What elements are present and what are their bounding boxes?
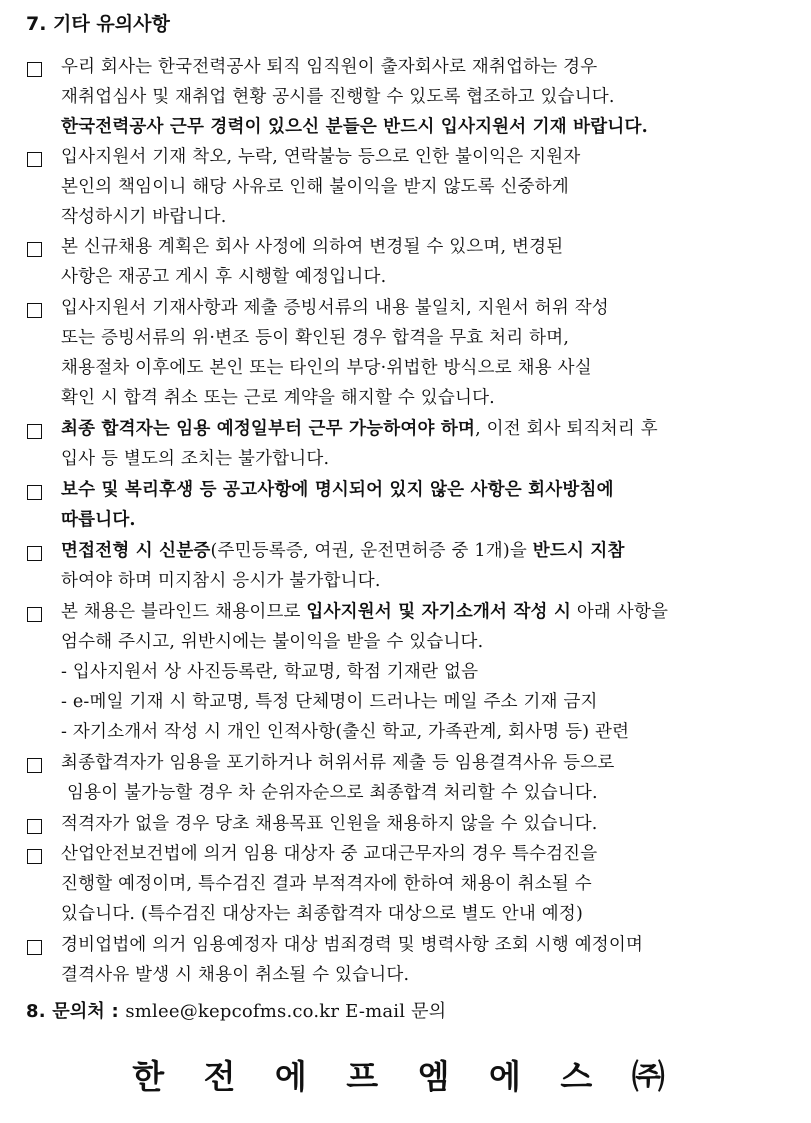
item7-line1	[61, 539, 625, 563]
company-name: 한 전 에 프 엠 에 스 ㈜	[132, 1057, 679, 1096]
item5-bold: 최종 합격자는 임용 예정일부터 근무 가능하여야 하며	[61, 419, 476, 439]
section-7-title: 7. 기타 유의사항	[26, 13, 170, 35]
item7-line2: 하여야 하며 미지참시 응시가 불가합니다.	[61, 571, 381, 591]
checkbox-icon	[27, 152, 42, 167]
item5-line2: 입사 등 별도의 조치는 불가합니다.	[61, 449, 330, 469]
checkbox-icon	[27, 424, 42, 439]
item1-line2: 재취업심사 및 재취업 현황 공시를 진행할 수 있도록 협조하고 있습니다.	[61, 87, 615, 107]
item8-pre: 본 채용은 블라인드 채용이므로	[61, 602, 307, 622]
item5-rest: , 이전 회사 퇴직처리 후	[475, 419, 658, 439]
item9-line2: 임용이 불가능할 경우 차 순위자순으로 최종합격 처리할 수 있습니다.	[67, 783, 598, 803]
item9-line1: 최종합격자가 임용을 포기하거나 허위서류 제출 등 임용결격사유 등으로	[61, 753, 615, 773]
item6-line1: 보수 및 복리후생 등 공고사항에 명시되어 있지 않은 사항은 회사방침에	[61, 480, 614, 500]
item4-line4: 확인 시 합격 취소 또는 근로 계약을 해지할 수 있습니다.	[61, 388, 495, 408]
item8-sub1: - 입사지원서 상 사진등록란, 학교명, 학점 기재란 없음	[61, 662, 479, 682]
item8-sub2: - e-메일 기재 시 학교명, 특정 단체명이 드러나는 메일 주소 기재 금지	[61, 692, 598, 712]
checkbox-icon	[27, 485, 42, 500]
item8-post: 아래 사항을	[571, 602, 669, 622]
item8-sub3: - 자기소개서 작성 시 개인 인적사항(출신 학교, 가족관계, 회사명 등) 관련	[61, 722, 630, 742]
item3-line2: 사항은 재공고 게시 후 시행할 예정입니다.	[61, 267, 387, 287]
item1-line1: 우리 회사는 한국전력공사 퇴직 임직원이 출자회사로 재취업하는 경우	[61, 57, 598, 77]
item4-line3: 채용절차 이후에도 본인 또는 타인의 부당·위법한 방식으로 채용 사실	[61, 358, 592, 378]
checkbox-icon	[27, 819, 42, 834]
item3-line1: 본 신규채용 계획은 회사 사정에 의하여 변경될 수 있으며, 변경된	[61, 237, 564, 257]
item5-line1	[61, 417, 658, 441]
checkbox-icon	[27, 242, 42, 257]
item11-line1: 산업안전보건법에 의거 임용 대상자 중 교대근무자의 경우 특수검진을	[61, 844, 598, 864]
item12-line1: 경비업법에 의거 임용예정자 대상 범죄경력 및 병력사항 조회 시행 예정이며	[61, 935, 644, 955]
contact-label: 8. 문의처 :	[26, 1001, 126, 1022]
contact-line	[26, 1000, 446, 1024]
contact-email[interactable]: smlee@kepcofms.co.kr	[125, 1001, 340, 1022]
checkbox-icon	[27, 849, 42, 864]
item2-line2: 본인의 책임이니 해당 사유로 인해 불이익을 받지 않도록 신중하게	[61, 177, 569, 197]
checkbox-icon	[27, 62, 42, 77]
item8-line2: 엄수해 주시고, 위반시에는 불이익을 받을 수 있습니다.	[61, 632, 484, 652]
item10-line1: 적격자가 없을 경우 당초 채용목표 인원을 채용하지 않을 수 있습니다.	[61, 814, 598, 834]
checkbox-icon	[27, 758, 42, 773]
item2-line1: 입사지원서 기재 착오, 누락, 연락불능 등으로 인한 불이익은 지원자	[61, 147, 581, 167]
checkbox-icon	[27, 546, 42, 561]
item4-line2: 또는 증빙서류의 위·변조 등이 확인된 경우 합격을 무효 처리 하며,	[61, 328, 570, 348]
item11-line3: 있습니다. (특수검진 대상자는 최종합격자 대상으로 별도 안내 예정)	[61, 904, 583, 924]
contact-suffix: E-mail 문의	[339, 1001, 447, 1022]
item4-line1: 입사지원서 기재사항과 제출 증빙서류의 내용 불일치, 지원서 허위 작성	[61, 298, 609, 318]
item7-bold2: 반드시 지참	[532, 541, 625, 561]
item1-line3: 한국전력공사 근무 경력이 있으신 분들은 반드시 입사지원서 기재 바랍니다.	[61, 117, 648, 137]
item11-line2: 진행할 예정이며, 특수검진 결과 부적격자에 한하여 채용이 취소될 수	[61, 874, 592, 894]
item8-bold: 입사지원서 및 자기소개서 작성 시	[306, 602, 572, 622]
item2-line3: 작성하시기 바랍니다.	[61, 207, 227, 227]
checkbox-icon	[27, 940, 42, 955]
item7-bold: 면접전형 시 신분증	[61, 541, 211, 561]
item6-line2: 따릅니다.	[61, 510, 136, 530]
item7-mid: (주민등록증, 여권, 운전면허증 중 1개)을	[210, 541, 533, 561]
checkbox-icon	[27, 607, 42, 622]
item8-line1	[61, 600, 668, 624]
item12-line2: 결격사유 발생 시 채용이 취소될 수 있습니다.	[61, 965, 410, 985]
checkbox-icon	[27, 303, 42, 318]
